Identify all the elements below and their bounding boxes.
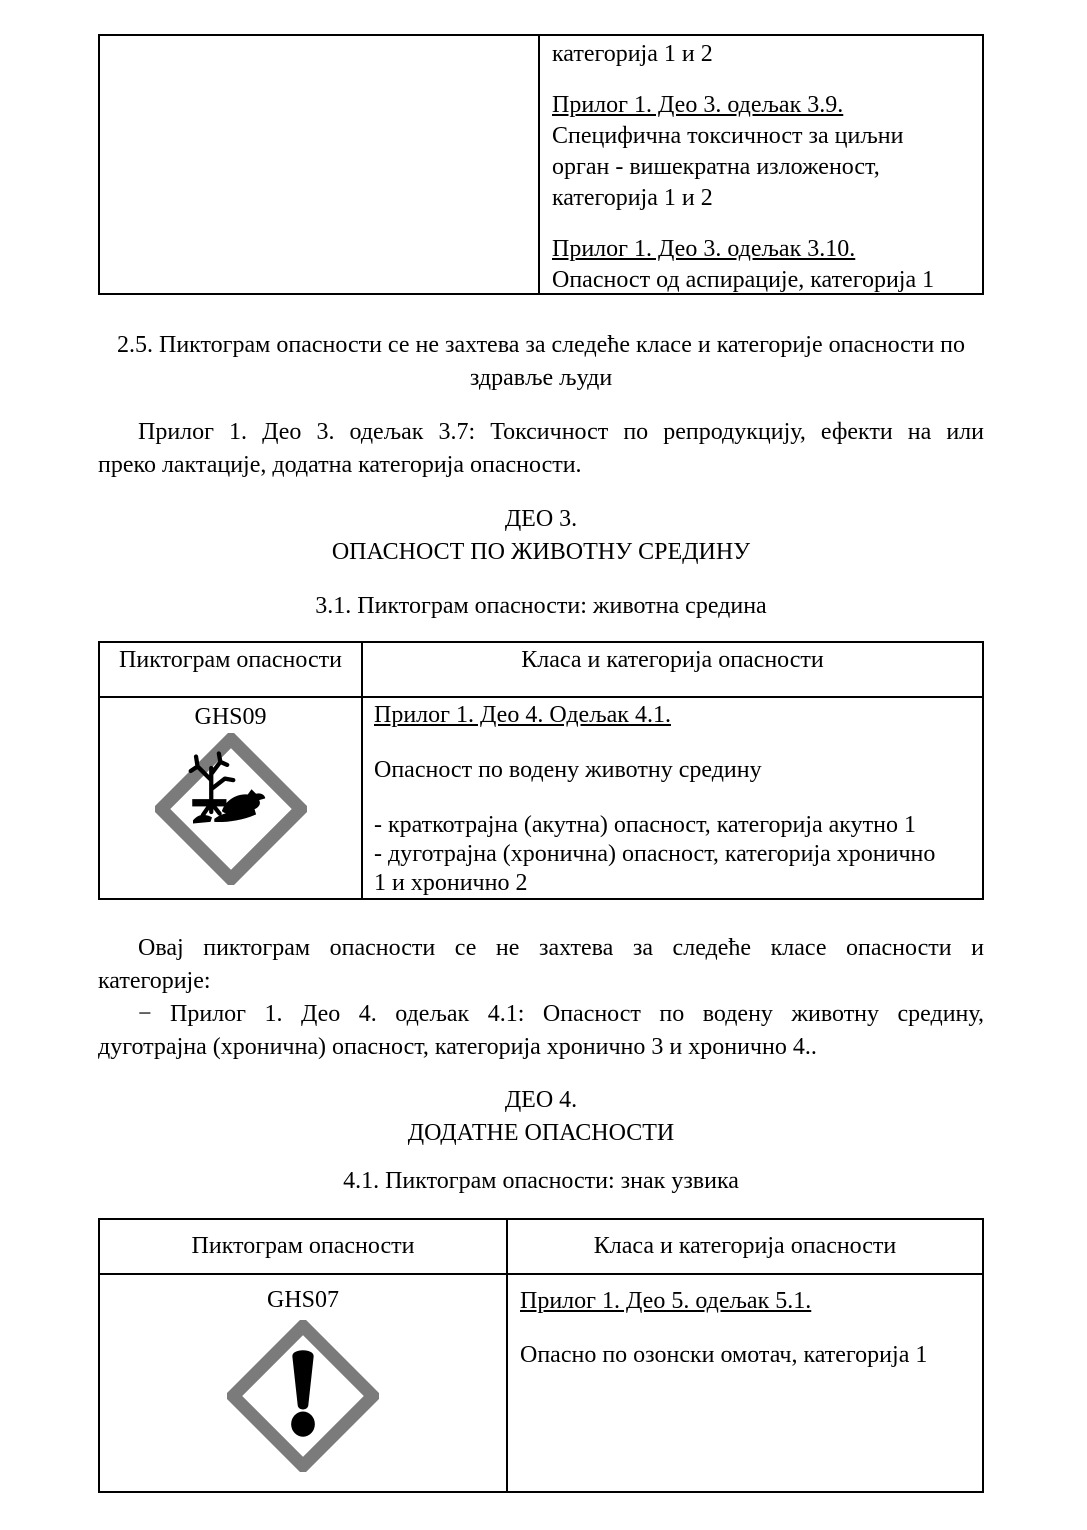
- blank-line: [552, 70, 982, 90]
- paragraph-line: Прилог 1. Део 3. одељак 3.7: Токсичност по репродукцију, ефекти на или: [138, 419, 984, 445]
- ghs09-table: [98, 641, 984, 900]
- ghs09-environment-pictogram-icon: [155, 733, 307, 885]
- hazard-class-line: Опасно по озонски омотач, категорија 1: [520, 1342, 928, 1368]
- blank-line: [374, 730, 982, 756]
- blank-line: [552, 214, 982, 234]
- paragraph-line: преко лактације, додатна категорија опасности.: [98, 452, 582, 478]
- ghs07-class-category-cell: [508, 1275, 982, 1491]
- part-4-heading: [98, 1084, 984, 1150]
- ghs07-pictogram-cell: [100, 1275, 508, 1491]
- part-3-heading: [98, 503, 984, 569]
- paragraph-3-7: [98, 416, 984, 482]
- column-header-class-category: Класа и категорија опасности: [363, 643, 982, 698]
- heading-line: 3.1. Пиктограм опасности: животна средина: [315, 593, 767, 619]
- part-title: ДЕО 4.: [504, 1087, 578, 1113]
- part-subtitle: ОПАСНОСТ ПО ЖИВОТНУ СРЕДИНУ: [331, 539, 751, 565]
- hazard-category-line: - краткотрајна (акутна) опасност, категорија акутно 1: [374, 812, 916, 838]
- blank-line: [374, 785, 982, 811]
- pictogram-code: GHS07: [266, 1287, 339, 1313]
- table-cell-hazard-classes: [540, 36, 982, 293]
- section-4-1-heading: [98, 1165, 984, 1198]
- table-cell-pictogram-empty: [100, 36, 540, 293]
- hazard-category-line: категорија 1 и 2: [552, 185, 713, 211]
- ghs09-exemption-paragraph: [98, 932, 984, 1064]
- section-2-5-heading: [98, 329, 984, 395]
- column-header-class-category: Класа и категорија опасности: [508, 1220, 982, 1275]
- annex-link-3-9[interactable]: Прилог 1. Део 3. одељак 3.9.: [552, 92, 844, 118]
- part-subtitle: ДОДАТНЕ ОПАСНОСТИ: [407, 1120, 675, 1146]
- blank-line: [520, 1315, 982, 1342]
- hazard-category-line: 1 и хронично 2: [374, 870, 528, 896]
- heading-line: здравље људи: [469, 365, 613, 391]
- column-header-pictogram: Пиктограм опасности: [100, 1220, 508, 1275]
- ghs07-table: [98, 1218, 984, 1493]
- column-header-pictogram: Пиктограм опасности: [100, 643, 363, 698]
- annex-link-4-1[interactable]: Прилог 1. Део 4. Одељак 4.1.: [374, 702, 671, 728]
- part-title: ДЕО 3.: [504, 506, 578, 532]
- paragraph-line: дуготрајна (хронична) опасност, категорија хронично 3 и хронично 4..: [98, 1034, 817, 1060]
- ghs09-class-category-cell: [363, 698, 982, 898]
- pictogram-code: GHS09: [194, 704, 267, 730]
- annex-link-3-10[interactable]: Прилог 1. Део 3. одељак 3.10.: [552, 236, 856, 262]
- paragraph-line: Овај пиктограм опасности се не захтева за следеће класе опасности и: [138, 935, 984, 961]
- bullet-line: − Прилог 1. Део 4. одељак 4.1: Опасност по водену животну средину,: [138, 1001, 984, 1027]
- ghs09-pictogram-cell: [100, 698, 363, 898]
- hazard-class-line: орган - вишекратна изложеност,: [552, 154, 880, 180]
- paragraph-line: категорије:: [98, 968, 211, 994]
- heading-line: 4.1. Пиктограм опасности: знак узвика: [343, 1168, 739, 1194]
- hazard-class-line: Опасност по водену животну средину: [374, 757, 762, 783]
- hazard-table-continuation: [98, 34, 984, 295]
- heading-line: 2.5. Пиктограм опасности се не захтева за следеће класе и категорије опасности по: [116, 332, 966, 358]
- section-3-1-heading: [98, 590, 984, 623]
- ghs07-exclamation-pictogram-icon: [227, 1320, 379, 1472]
- annex-link-5-1[interactable]: Прилог 1. Део 5. одељак 5.1.: [520, 1288, 812, 1314]
- hazard-class-line: Опасност од аспирације, категорија 1: [552, 267, 935, 293]
- hazard-category-line: категорија 1 и 2: [552, 41, 713, 67]
- hazard-category-line: - дуготрајна (хронична) опасност, категорија хронично: [374, 841, 936, 867]
- hazard-class-line: Специфична токсичност за циљни: [552, 123, 904, 149]
